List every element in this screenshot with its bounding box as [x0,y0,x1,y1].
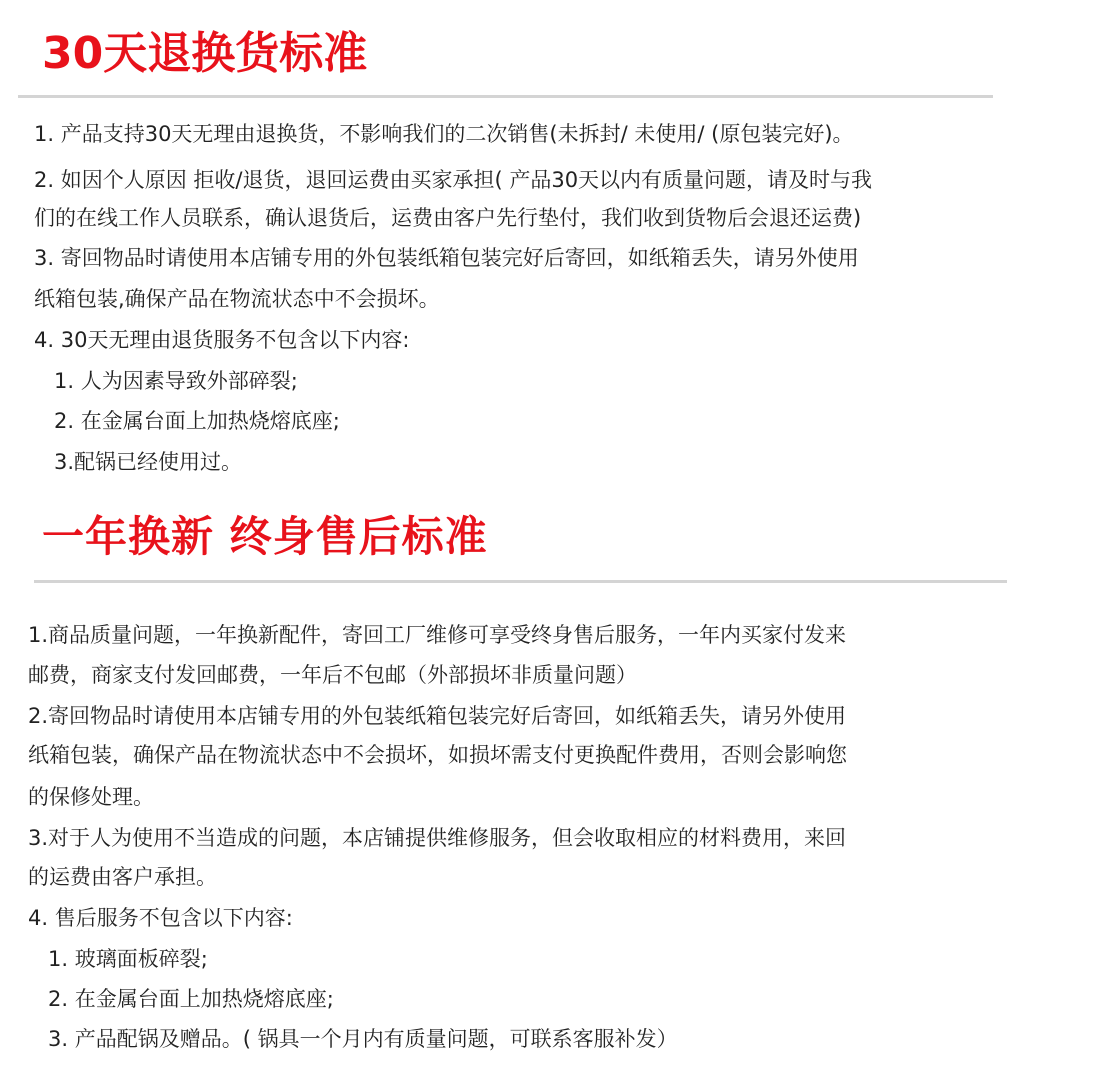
policy-line: 的运费由客户承担。 [28,865,217,889]
policy-line: 2. 如因个人原因 拒收/退货，退回运费由买家承担( 产品30天以内有质量问题，请及时与我 [34,168,873,192]
policy-subitem: 3.配锅已经使用过。 [54,450,243,474]
policy-line: 纸箱包装，确保产品在物流状态中不会损坏，如损坏需支付更换配件费用，否则会影响您 [28,743,847,767]
policy-subitem: 1. 玻璃面板碎裂; [48,947,208,971]
policy-subitem: 1. 人为因素导致外部碎裂; [54,369,298,393]
policy-line: 4. 售后服务不包含以下内容: [28,906,293,930]
policy-line: 纸箱包装,确保产品在物流状态中不会损坏。 [34,287,440,311]
policy-line: 3.对于人为使用不当造成的问题，本店铺提供维修服务，但会收取相应的材料费用，来回 [28,826,847,850]
policy-subitem: 2. 在金属台面上加热烧熔底座; [48,987,334,1011]
section-title-return-policy: 30天退换货标准 [42,28,368,79]
policy-line: 1.商品质量问题，一年换新配件，寄回工厂维修可享受终身售后服务，一年内买家付发来 [28,623,847,647]
policy-line: 的保修处理。 [28,785,154,809]
policy-line: 4. 30天无理由退货服务不包含以下内容: [34,328,410,352]
policy-line: 3. 寄回物品时请使用本店铺专用的外包装纸箱包装完好后寄回，如纸箱丢失，请另外使用 [34,246,859,270]
section-divider [34,580,1007,583]
policy-line: 邮费，商家支付发回邮费，一年后不包邮（外部损坏非质量问题） [28,663,637,687]
section-title-warranty: 一年换新 终身售后标准 [42,512,488,561]
policy-subitem: 3. 产品配锅及赠品。( 锅具一个月内有质量问题，可联系客服补发） [48,1027,678,1051]
policy-line: 们的在线工作人员联系，确认退货后，运费由客户先行垫付，我们收到货物后会退还运费) [34,206,862,230]
section-divider [18,95,993,98]
policy-line: 2.寄回物品时请使用本店铺专用的外包装纸箱包装完好后寄回，如纸箱丢失，请另外使用 [28,704,847,728]
policy-line: 1. 产品支持30天无理由退换货，不影响我们的二次销售(未拆封/ 未使用/ (原包装完好)。 [34,122,854,146]
policy-subitem: 2. 在金属台面上加热烧熔底座; [54,409,340,433]
